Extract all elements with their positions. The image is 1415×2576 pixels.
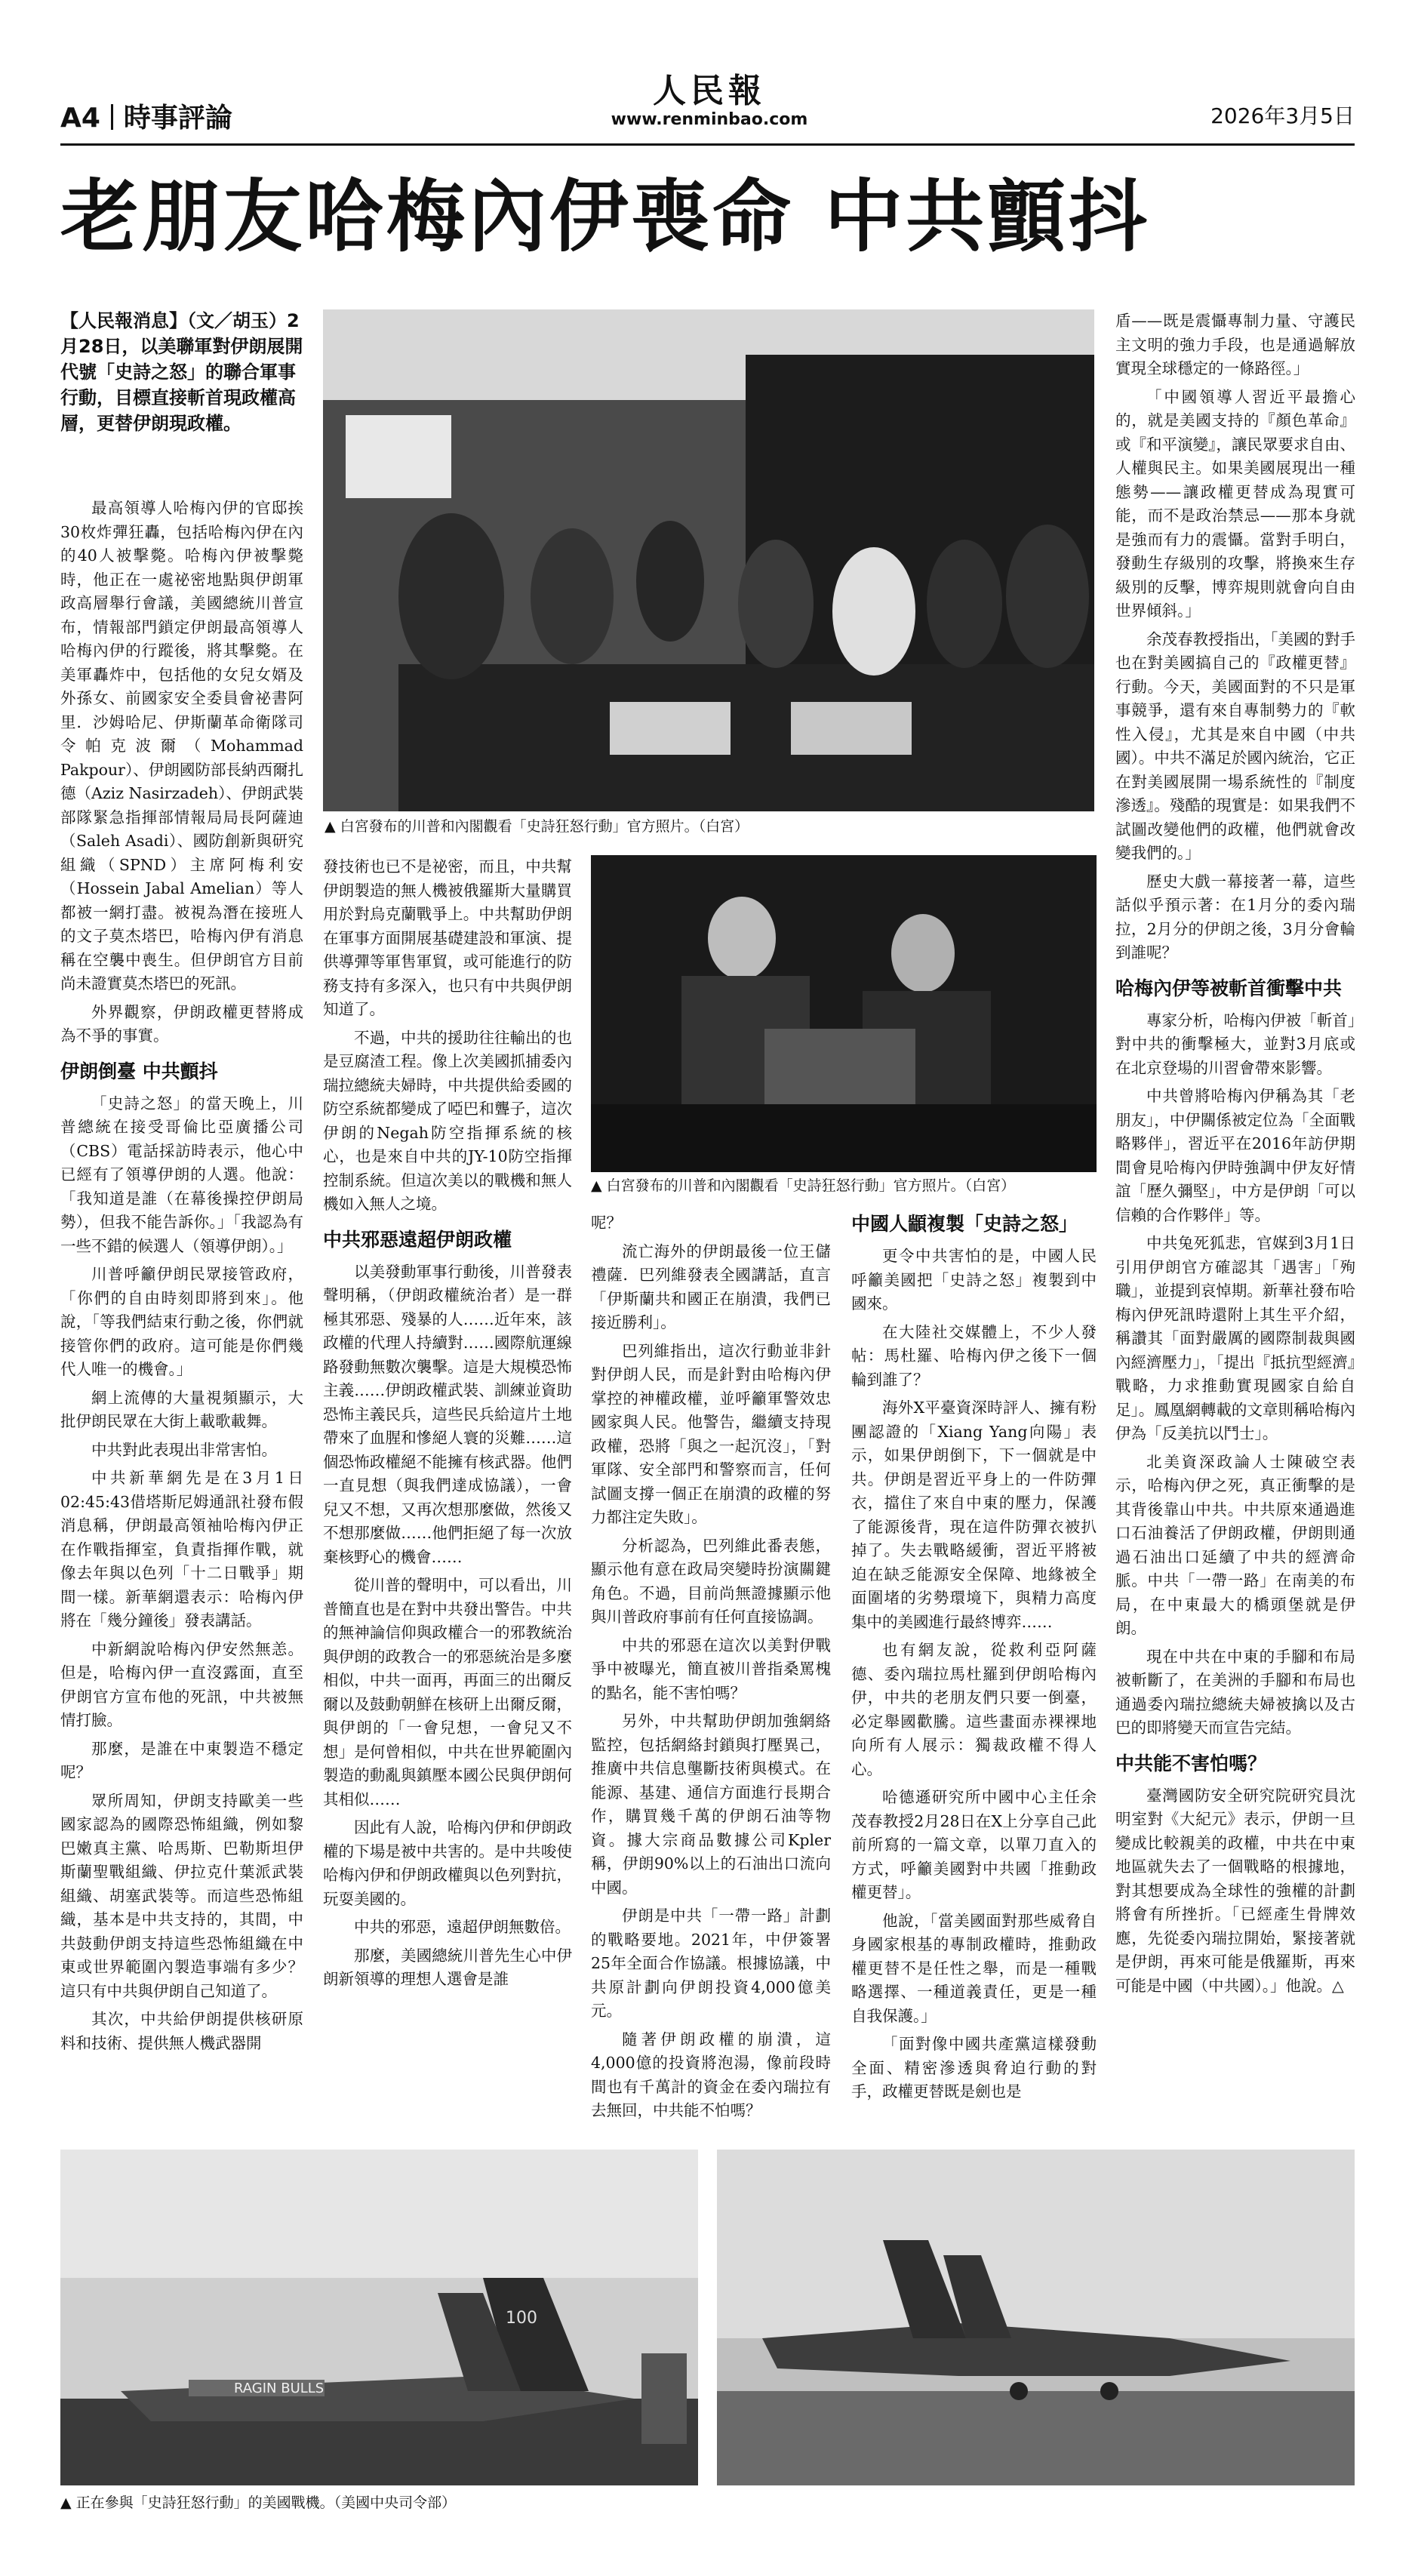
article-paragraph: 專家分析，哈梅內伊被「斬首」對中共的衝擊極大，並對3月底或在北京登場的川習會帶來影響。 [1115, 1011, 1355, 1077]
article-paragraph: 海外X平臺資深時評人、擁有粉團認證的「Xiang Yang向陽」表示，如果伊朗倒下，下一個就是中共。伊朗是習近平身上的一件防彈衣，擋住了來自中東的壓力，保護了能源後背，現在這件防彈衣被扒掉了。失去戰略緩衝，習近平將被迫在缺乏能源安全保障、地緣被全面圍堵的劣勢環境下，與精力高度集中的美國進行最終博弈…… [851, 1399, 1097, 1631]
photo-situation-room [323, 309, 1094, 811]
photo-caption-bottom [60, 2493, 456, 2513]
photo-fighter-jet-right [717, 2150, 1355, 2485]
newspaper-url: www.renminbao.com [611, 110, 808, 129]
article-column-2 [323, 855, 572, 1996]
issue-date: 2026年3月5日 [1210, 103, 1355, 128]
photo-officials [591, 855, 1097, 1172]
article-column-4 [851, 1211, 1097, 2109]
article-paragraph: 呢？ [591, 1214, 622, 1232]
article-paragraph: 從川普的聲明中，可以看出，川普簡直也是在對中共發出警告。中共的無神論信仰與政權合一的邪教統治與伊朗的政教合一的邪惡統治是多麼相似，中共一面再，再面三的出爾反爾以及鼓動朝鮮在核研上出爾反爾，與伊朗的「一會兒想，一會兒又不想」是何曾相似，中共在世界範圍內製造的動亂與鎮壓本國公民與伊朗何其相似…… [323, 1576, 572, 1808]
article-paragraph: 巴列維指出，這次行動並非針對伊朗人民，而是針對由哈梅內伊掌控的神權政權，並呼籲軍警效忠國家與人民。他警告，繼續支持現政權，恐將「與之一起沉沒」，「對軍隊、安全部門和警察而言，任何試圖支撐一個正在崩潰的政權的努力都注定失敗」。 [591, 1341, 831, 1526]
article-paragraph: 伊朗是中共「一帶一路」計劃的戰略要地。2021年，中伊簽署25年全面合作協議。根據協議，中共原計劃向伊朗投資4,000億美元。 [591, 1907, 831, 2020]
article-paragraph: 發技術也已不是祕密，而且，中共幫伊朗製造的無人機被俄羅斯大量購買用於對烏克蘭戰爭上。中共幫助伊朗在軍事方面開展基礎建設和軍演、提供導彈等軍售軍貿，或可能進行的防務支持有多深入，也只有中共與伊朗知道了。 [323, 857, 572, 1018]
photo-caption-mid [591, 1176, 1015, 1196]
article-paragraph: 川普呼籲伊朗民眾接管政府，「你們的自由時刻即將到來」。他說，「等我們結束行動之後，你們就接管你們的政府。這可能是你們幾代人唯一的機會。」 [60, 1265, 303, 1378]
caption-text: 白宮發布的川普和內閣觀看「史詩狂怒行動」官方照片。（白宮） [340, 818, 749, 835]
article-paragraph: 另外，中共幫助伊朗加強網絡監控，包括網絡封鎖與打壓異己，推廣中共信息壟斷技術與模式。在能源、基建、通信方面進行長期合作，購買幾千萬的伊朗石油等物資。據大宗商品數據公司Kpler稱，伊朗90%以上的石油出口流向中國。 [591, 1712, 831, 1897]
caption-triangle-icon: ▲ [325, 818, 336, 835]
article-paragraph: 最高領導人哈梅內伊的官邸挨30枚炸彈狂轟，包括哈梅內伊在內的40人被擊斃。哈梅內伊被擊斃時，他正在一處祕密地點與伊朗軍政高層舉行會議，美國總統川普宣布，情報部門鎖定伊朗最高領導人哈梅內伊的行蹤後，將其擊斃。在美軍轟炸中，包括他的女兒女婿及外孫女、前國家安全委員會祕書阿里．沙姆哈尼、伊斯蘭革命衛隊司令帕克波爾（Mohammad Pakpour）、伊朗國防部長納西爾扎德（Aziz Nasirzadeh）、伊朗武裝部隊緊急指揮部情報局局長阿薩迪（Saleh Asadi）、國防創新與研究組織（SPND）主席阿梅利安（Hossein Jabal Amelian）等人都被一網打盡。被視為潛在接班人的文子莫杰塔巴，哈梅內伊有消息稱在空襲中喪生。但伊朗官方目前尚未證實莫杰塔巴的死訊。 [60, 499, 303, 993]
subheading: 伊朗倒臺 中共顫抖 [60, 1060, 218, 1082]
article-paragraph: 分析認為，巴列維此番表態，顯示他有意在政局突變時扮演關鍵角色。不過，目前尚無證據顯示他與川普政府事前有任何直接協調。 [591, 1536, 831, 1626]
article-paragraph: 中共的邪惡在這次以美對伊戰爭中被曝光，簡直被川普指桑罵槐的點名，能不害怕嗎？ [591, 1636, 831, 1702]
photo-fighter-jet-right-image [717, 2150, 1355, 2485]
article-paragraph: 余茂春教授指出，「美國的對手也在對美國搞自己的『政權更替』行動。今天，美國面對的不只是軍事競爭，還有來自專制勢力的『軟性入侵』，尤其是來自中國（中共國）。中共不滿足於國內統治，它正在對美國展開一場系統性的『制度滲透』。殘酷的現實是：如果我們不試圖改變他們的政權，他們就會改變我們的。」 [1115, 629, 1355, 862]
article-paragraph: 在大陸社交媒體上，不少人發帖：馬杜羅、哈梅內伊之後下一個輪到誰了？ [851, 1322, 1097, 1389]
article-paragraph: 眾所周知，伊朗支持歐美一些國家認為的國際恐怖組織，例如黎巴嫩真主黨、哈馬斯、巴勒斯坦伊斯蘭聖戰組織、伊拉克什葉派武裝組織、胡塞武裝等。而這些恐怖組織，基本是中共支持的，其間，中共鼓動伊朗支持這些恐怖組織在中東或世界範圍內製造事端有多少？這只有中共與伊朗自己知道了。 [60, 1791, 303, 2000]
article-column-1 [60, 497, 303, 2060]
header-divider [111, 104, 113, 130]
page-number: A4 [60, 103, 100, 134]
article-paragraph: 「中國領導人習近平最擔心的，就是美國支持的『顏色革命』或『和平演變』，讓民眾要求自由、人權與民主。如果美國展現出一種態勢——讓政權更替成為現實可能，而不是政治禁忌——那本身就是強而有力的震懾。當對手明白，發動生存級別的攻擊，將換來生存級別的反擊，博弈規則就會向自由世界傾斜。」 [1115, 387, 1355, 620]
article-paragraph: 哈德遜研究所中國中心主任余茂春教授2月28日在X上分享自己此前所寫的一篇文章，以單刀直入的方式，呼籲美國對中共國「推動政權更替」。 [851, 1788, 1097, 1901]
newspaper-logo: 人民報 [653, 72, 766, 110]
jet-tail-text: RAGIN BULLS [234, 2381, 325, 2396]
article-paragraph: 他說，「當美國面對那些威脅自身國家根基的專制政權時，推動政權更替不是任性之舉，而是一種戰略選擇、一種道義責任，更是一種自我保護。」 [851, 1911, 1097, 2025]
article-paragraph: 「史詩之怒」的當天晚上，川普總統在接受哥倫比亞廣播公司（CBS）電話採訪時表示，他心中已經有了領導伊朗的人選。他說：「我知道是誰（在幕後操控伊朗局勢），但我不能告訴你。」「我認為有一些不錯的候選人（領導伊朗）。」 [60, 1094, 303, 1255]
article-paragraph: 以美發動軍事行動後，川普發表聲明稱，（伊朗政權統治者）是一群極其邪惡、殘暴的人……近年來，該政權的代理人持續對……國際航運線路發動無數次襲擊。這是大規模恐怖主義……伊朗政權武裝、訓練並資助恐怖主義民兵，這些民兵給這片土地帶來了血腥和慘絕人寰的災難……這個恐怖政權絕不能擁有核武器。他們一直見想（與我們達成協議），一會兒又不想，又再次想那麼做，然後又不想那麼做……他們拒絕了每一次放棄核野心的機會…… [323, 1262, 572, 1566]
photo-fighter-jet-left [60, 2150, 698, 2485]
jet-tail-number: 100 [506, 2309, 537, 2328]
photo-officials-image [591, 855, 1097, 1172]
photo-fighter-jet-left-image [60, 2150, 698, 2485]
subheading: 哈梅內伊等被斬首衝擊中共 [1115, 977, 1343, 999]
caption-text: 正在參與「史詩狂怒行動」的美國戰機。（美國中央司令部） [75, 2494, 457, 2511]
article-paragraph: 不過，中共的援助往往輸出的也是豆腐渣工程。像上次美國抓捕委內瑞拉總統夫婦時，中共提供給委國的防空系統都變成了啞巴和聾子，這次伊朗的Negah防空指揮系統的核心，也是來自中共的JY-10防空指揮控制系統。但這次美以的戰機和無人機如入無人之境。 [323, 1028, 572, 1213]
article-paragraph: 臺灣國防安全研究院研究員沈明室對《大紀元》表示，伊朗一旦變成比較親美的政權，中共在中東地區就失去了一個戰略的根據地，對其想要成為全球性的強權的計劃將會有所挫折。「已經產生骨牌效應，先從委內瑞拉開始，緊接著就是伊朗，再來可能是俄羅斯，再來可能是中國（中共國）。」他說。△ [1115, 1786, 1355, 1995]
subheading: 中國人顓複製「史詩之怒」 [851, 1213, 1078, 1235]
article-paragraph: 外界觀察，伊朗政權更替將成為不爭的事實。 [60, 1002, 303, 1045]
article-paragraph: 網上流傳的大量視頻顯示，大批伊朗民眾在大街上載歌載舞。 [60, 1388, 303, 1430]
masthead [528, 72, 891, 130]
article-paragraph: 中共兔死狐悲，官媒到3月1日引用伊朗官方確認其「遇害」「殉職」，並提到哀悼期。新華社發布哈梅內伊死訊時還附上其生平介紹，稱讚其「面對嚴厲的國際制裁與國內經濟壓力」，「提出『抵抗型經濟』戰略，力求推動實現國家自給自足」。鳳凰網轉載的文章則稱哈梅內伊為「反美抗以鬥士」。 [1115, 1234, 1355, 1442]
article-paragraph: 中新網說哈梅內伊安然無恙。但是，哈梅內伊一直沒露面，直至伊朗官方宣布他的死訊，中共被無情打臉。 [60, 1639, 303, 1729]
article-column-3 [591, 1211, 831, 2128]
subheading: 中共能不害怕嗎？ [1115, 1752, 1267, 1774]
article-paragraph: 歷史大戲一幕接著一幕，這些話似乎預示著：在1月分的委內瑞拉，2月分的伊朗之後，3月分會輪到誰呢？ [1115, 872, 1355, 962]
article-paragraph: 「面對像中國共產黨這樣發動全面、精密滲透與脅迫行動的對手，政權更替既是劍也是 [851, 2035, 1097, 2101]
photo-caption-top [325, 817, 749, 836]
article-paragraph: 隨著伊朗政權的崩潰，這4,000億的投資將泡湯，像前段時間也有千萬計的資金在委內瑞拉有去無回，中共能不怕嗎？ [591, 2030, 831, 2119]
article-column-5 [1115, 309, 1355, 2002]
article-paragraph: 更令中共害怕的是，中國人民呼籲美國把「史詩之怒」複製到中國來。 [851, 1247, 1097, 1313]
article-paragraph: 盾——既是震懾專制力量、守護民主文明的強力手段，也是通過解放實現全球穩定的一條路徑。」 [1115, 312, 1355, 377]
article-paragraph: 也有網友說，從救利亞阿薩德、委內瑞拉馬杜羅到伊朗哈梅內伊，中共的老朋友們只要一倒臺，必定舉國歡騰。這些畫面赤裸裸地向所有人展示：獨裁政權不得人心。 [851, 1641, 1097, 1778]
caption-text: 白宮發布的川普和內閣觀看「史詩狂怒行動」官方照片。（白宮） [606, 1177, 1016, 1194]
caption-triangle-icon: ▲ [591, 1177, 602, 1194]
section-name: 時事評論 [123, 103, 232, 134]
caption-triangle-icon: ▲ [60, 2494, 72, 2511]
lead-paragraph: 【人民報消息】（文／胡玉）2月28日，以美聯軍對伊朗展開代號「史詩之怒」的聯合軍事行動，目標直接斬首現政權高層，更替伊朗現政權。 [60, 308, 303, 436]
subheading: 中共邪惡遠超伊朗政權 [323, 1228, 512, 1251]
article-paragraph: 中共曾將哈梅內伊稱為其「老朋友」，中伊關係被定位為「全面戰略夥伴」，習近平在2016年訪伊期間會見哈梅內伊時強調中伊友好情誼「歷久彌堅」，中方是伊朗「可以信賴的合作夥伴」等。 [1115, 1087, 1355, 1224]
article-paragraph: 其次，中共給伊朗提供核研原料和技術、提供無人機武器開 [60, 2010, 303, 2052]
article-paragraph: 那麼，美國總統川普先生心中伊朗新領導的理想人選會是誰 [323, 1946, 572, 1988]
article-paragraph: 北美資深政論人士陳破空表示，哈梅內伊之死，真正衝擊的是其背後靠山中共。中共原來通過進口石油養活了伊朗政權，伊朗則通過石油出口延續了中共的經濟命脈。中共「一帶一路」在南美的布局，在中東最大的橋頭堡就是伊朗。 [1115, 1452, 1355, 1637]
headline: 老朋友哈梅內伊喪命 中共顫抖 [60, 170, 1151, 263]
article-paragraph: 中共的邪惡，遠超伊朗無數倍。 [354, 1918, 571, 1936]
article-paragraph: 流亡海外的伊朗最後一位王儲禮薩．巴列維發表全國講話，直言「伊斯蘭共和國正在崩潰，我們已接近勝利」。 [591, 1242, 831, 1331]
article-paragraph: 現在中共在中東的手腳和布局被斬斷了，在美洲的手腳和布局也通過委內瑞拉總統夫婦被擒以及古巴的即將變天而宣告完結。 [1115, 1647, 1355, 1737]
article-paragraph: 因此有人說，哈梅內伊和伊朗政權的下場是被中共害的。是中共唆使哈梅內伊和伊朗政權與以色列對抗，玩耍美國的。 [323, 1818, 572, 1908]
page-section-label [60, 97, 232, 135]
article-paragraph: 中共對此表現出非常害怕。 [91, 1440, 277, 1459]
article-paragraph: 中共新華網先是在3月1日02:45:43借塔斯尼姆通訊社發布假消息稱，伊朗最高領袖哈梅內伊正在作戰指揮室，負責指揮作戰，就像去年與以色列「十二日戰爭」期間一樣。新華網還表示：哈梅內伊將在「幾分鐘後」發表講話。 [60, 1469, 303, 1630]
photo-situation-room-image [323, 309, 1094, 811]
article-paragraph: 那麼，是誰在中東製造不穩定呢？ [60, 1739, 303, 1781]
